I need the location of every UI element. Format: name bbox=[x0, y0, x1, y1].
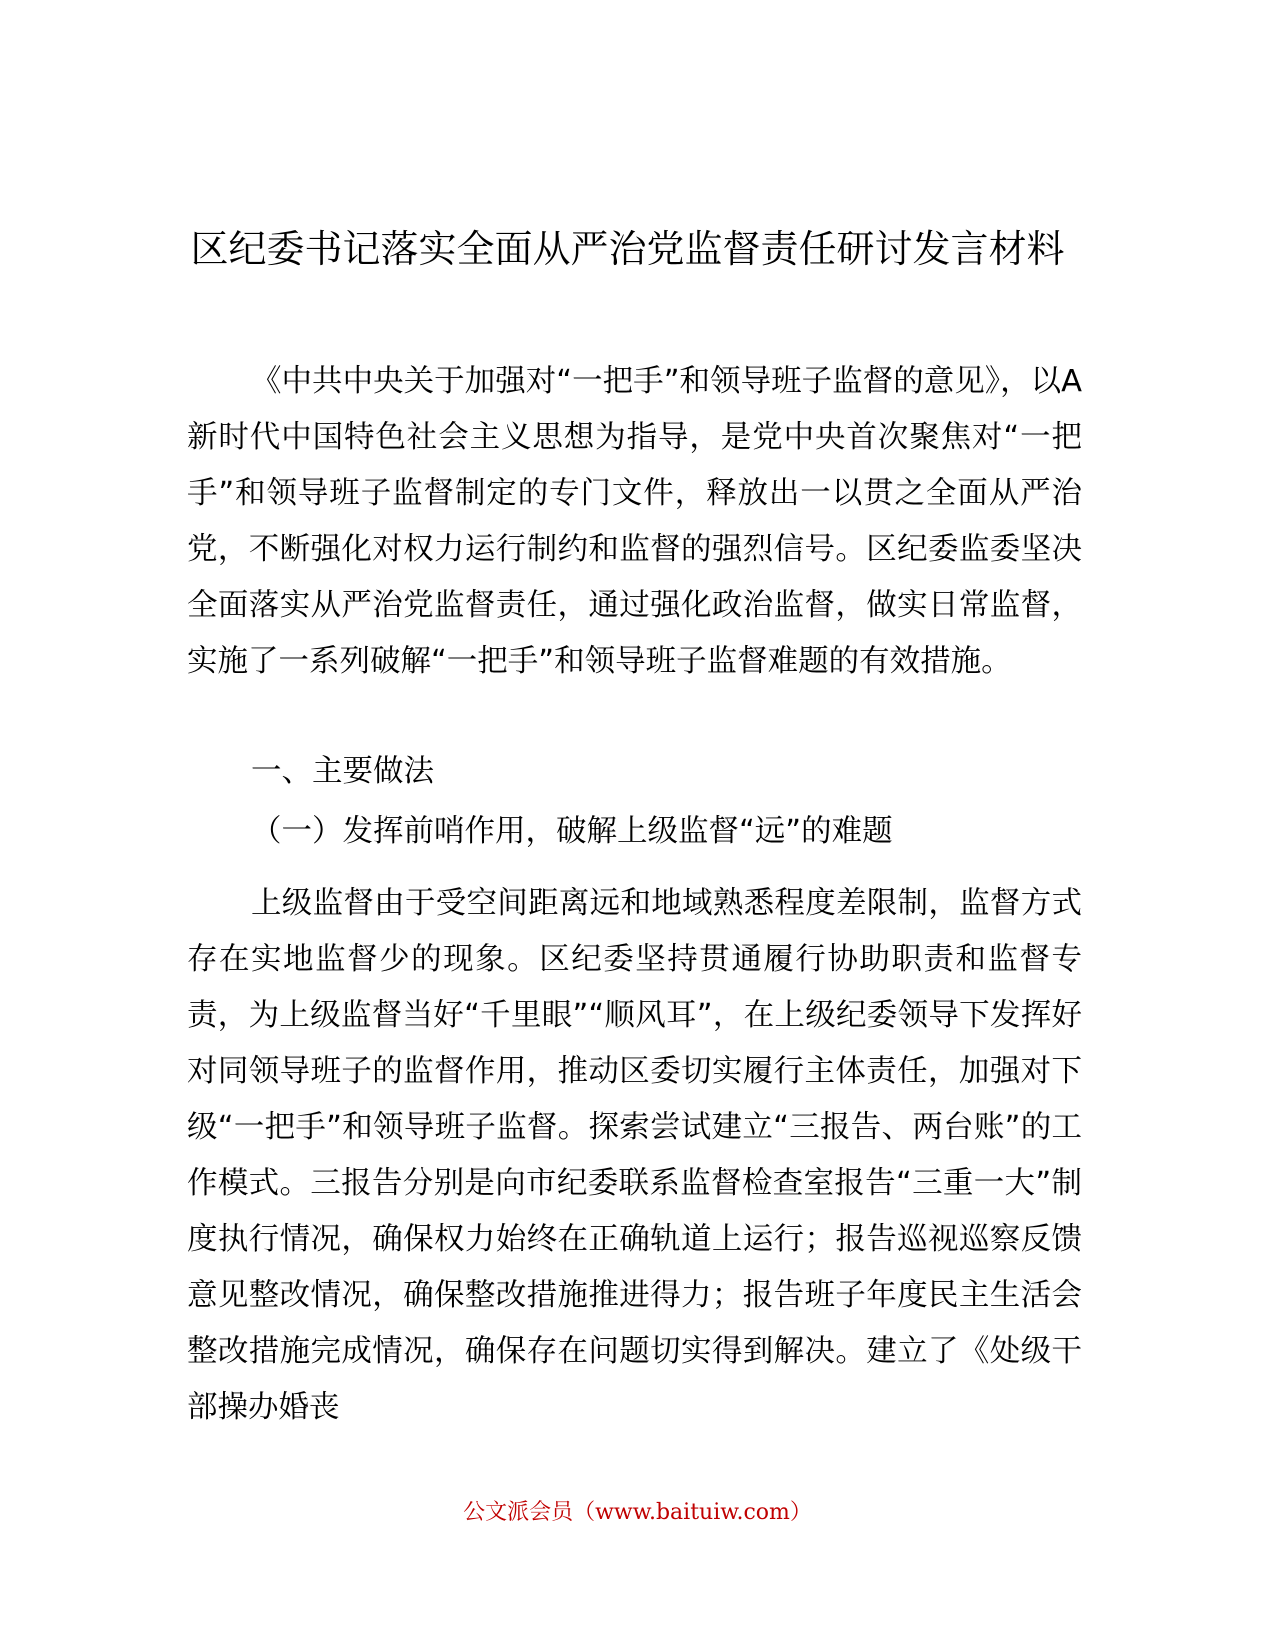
body-paragraph: 上级监督由于受空间距离远和地域熟悉程度差限制，监督方式存在实地监督少的现象。区纪委坚持贯通履行协助职责和监督专责，为上级监督当好“千里眼”“顺风耳”，在上级纪委领导下发挥好对同领导班子的监督作用，推动区委切实履行主体责任，加强对下级“一把手”和领导班子监督。探索尝试建立“三报告、两台账”的工作模式。三报告分别是向市纪委联系监督检查室报告“三重一大”制度执行情况，确保权力始终在正确轨道上运行；报告巡视巡察反馈意见整改情况，确保整改措施推进得力；报告班子年度民主生活会整改措施完成情况，确保存在问题切实得到解决。建立了《处级干部操办婚丧 bbox=[187, 886, 1082, 1425]
document-title: 区纪委书记落实全面从严治党监督责任研讨发言材料 bbox=[190, 227, 1065, 271]
footer-watermark: 公文派会员（www.baituiw.com） bbox=[463, 1500, 812, 1525]
intro-paragraph: 《中共中央关于加强对“一把手”和领导班子监督的意见》，以A新时代中国特色社会主义思想为指导，是党中央首次聚焦对“一把手”和领导班子监督制定的专门文件，释放出一以贯之全面从严治党，不断强化对权力运行制约和监督的强烈信号。区纪委监委坚决全面落实从严治党监督责任，通过强化政治监督，做实日常监督，实施了一系列破解“一把手”和领导班子监督难题的有效措施。 bbox=[187, 364, 1082, 679]
section-heading: 一、主要做法 bbox=[251, 754, 434, 789]
subsection-heading: （一）发挥前哨作用，破解上级监督“远”的难题 bbox=[251, 814, 893, 849]
